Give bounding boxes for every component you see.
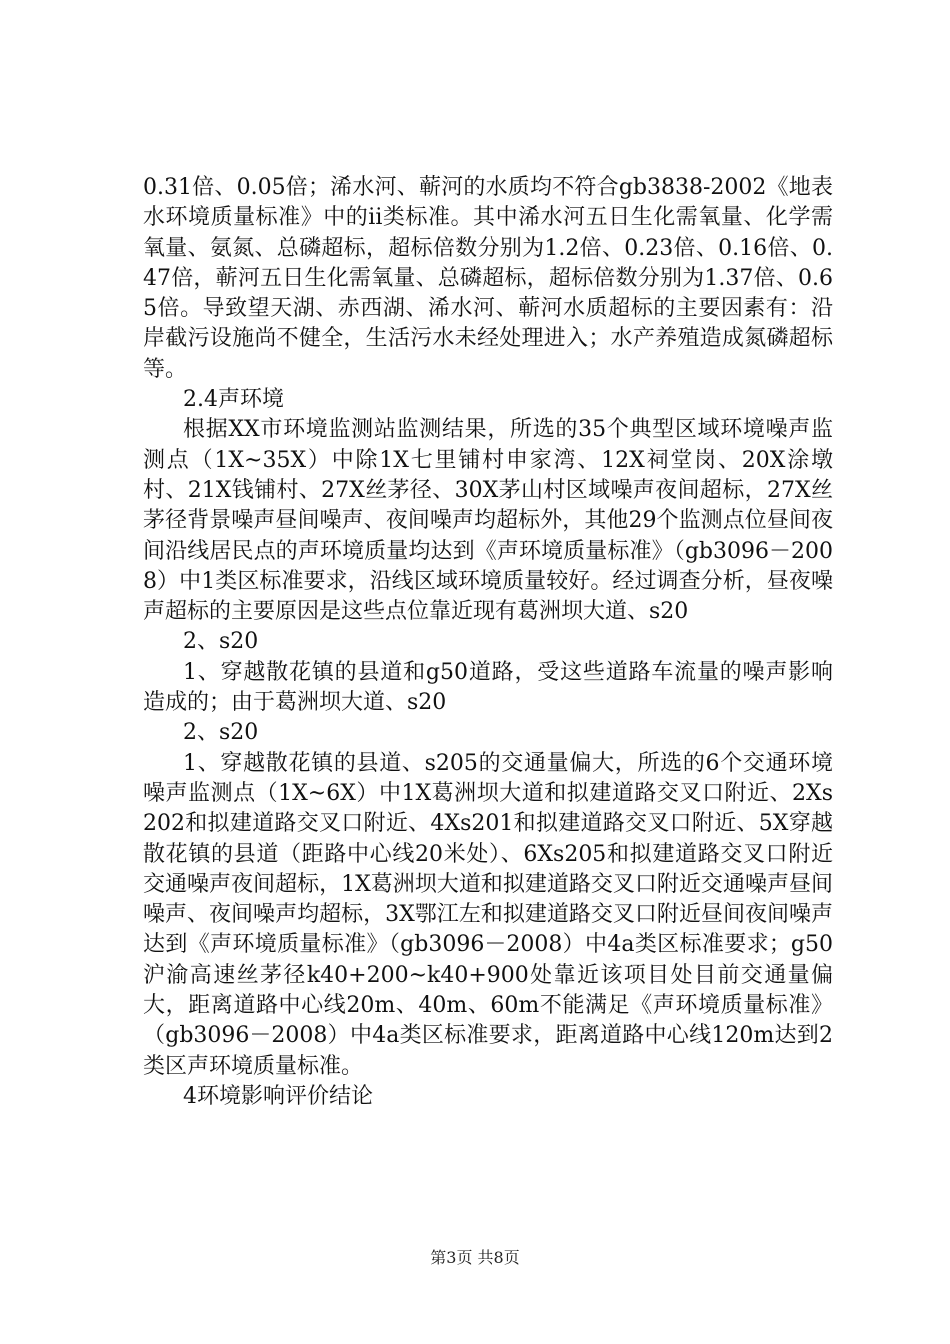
paragraph-water-quality: 0.31倍、0.05倍；浠水河、蕲河的水质均不符合gb3838-2002《地表水环境质量标准》中的ii类标准。其中浠水河五日生化需氧量、化学需氧量、氨氮、总磷超标，超标倍数分别为1.2倍、0.23倍、0.16倍、0.47倍，蕲河五日生化需氧量、总磷超标，超标倍数分别为1.37倍、0.65倍。导致望天湖、赤西湖、浠水河、蕲河水质超标的主要因素有：沿岸截污设施尚不健全，生活污水未经处理进入；水产养殖造成氮磷超标等。 — [143, 175, 833, 382]
section-heading-conclusion: 4环境影响评价结论 — [183, 1083, 373, 1109]
section-heading-sound-environment: 2.4声环境 — [183, 387, 284, 413]
paragraph-traffic-noise: 1、穿越散花镇的县道、s205的交通量偏大，所选的6个交通环境噪声监测点（1X~6X）中1X葛洲坝大道和拟建道路交叉口附近、2Xs202和拟建道路交叉口附近、4Xs201和拟建道路交叉口附近、5X穿越散花镇的县道（距路中心线20米处）、6Xs205和拟建道路交叉口附近交通噪声夜间超标，1X葛洲坝大道和拟建道路交叉口附近交通噪声昼间噪声、夜间噪声均超标，3X鄂江左和拟建道路交叉口附近昼间夜间噪声达到《声环境质量标准》（gb3096－2008）中4a类区标准要求；g50沪渝高速丝茅径k40+200~k40+900处靠近该项目处目前交通量偏大，距离道路中心线20m、40m、60m不能满足《声环境质量标准》（gb3096－2008）中4a类区标准要求，距离道路中心线120m达到2类区声环境质量标准。 — [143, 750, 833, 1079]
document-body — [143, 173, 833, 1112]
paragraph-noise-cause: 1、穿越散花镇的县道和g50道路，受这些道路车流量的噪声影响造成的；由于葛洲坝大道、s20 — [143, 659, 833, 716]
paragraph-fragment: 2、s20 — [183, 629, 259, 655]
page-footer: 第3页 共8页 — [430, 1248, 520, 1267]
paragraph-fragment: 2、s20 — [183, 720, 259, 746]
paragraph-regional-noise: 根据XX市环境监测站监测结果，所选的35个典型区域环境噪声监测点（1X~35X）中除1X七里铺村申家湾、12X祠堂岗、20X涂墩村、21X钱铺村、27X丝茅径、30X茅山村区域噪声夜间超标，27X丝茅径背景噪声昼间噪声、夜间噪声均超标外，其他29个监测点位昼间夜间沿线居民点的声环境质量均达到《声环境质量标准》（gb3096－2008）中1类区标准要求，沿线区域环境质量较好。经过调查分析，昼夜噪声超标的主要原因是这些点位靠近现有葛洲坝大道、s20 — [143, 417, 833, 625]
